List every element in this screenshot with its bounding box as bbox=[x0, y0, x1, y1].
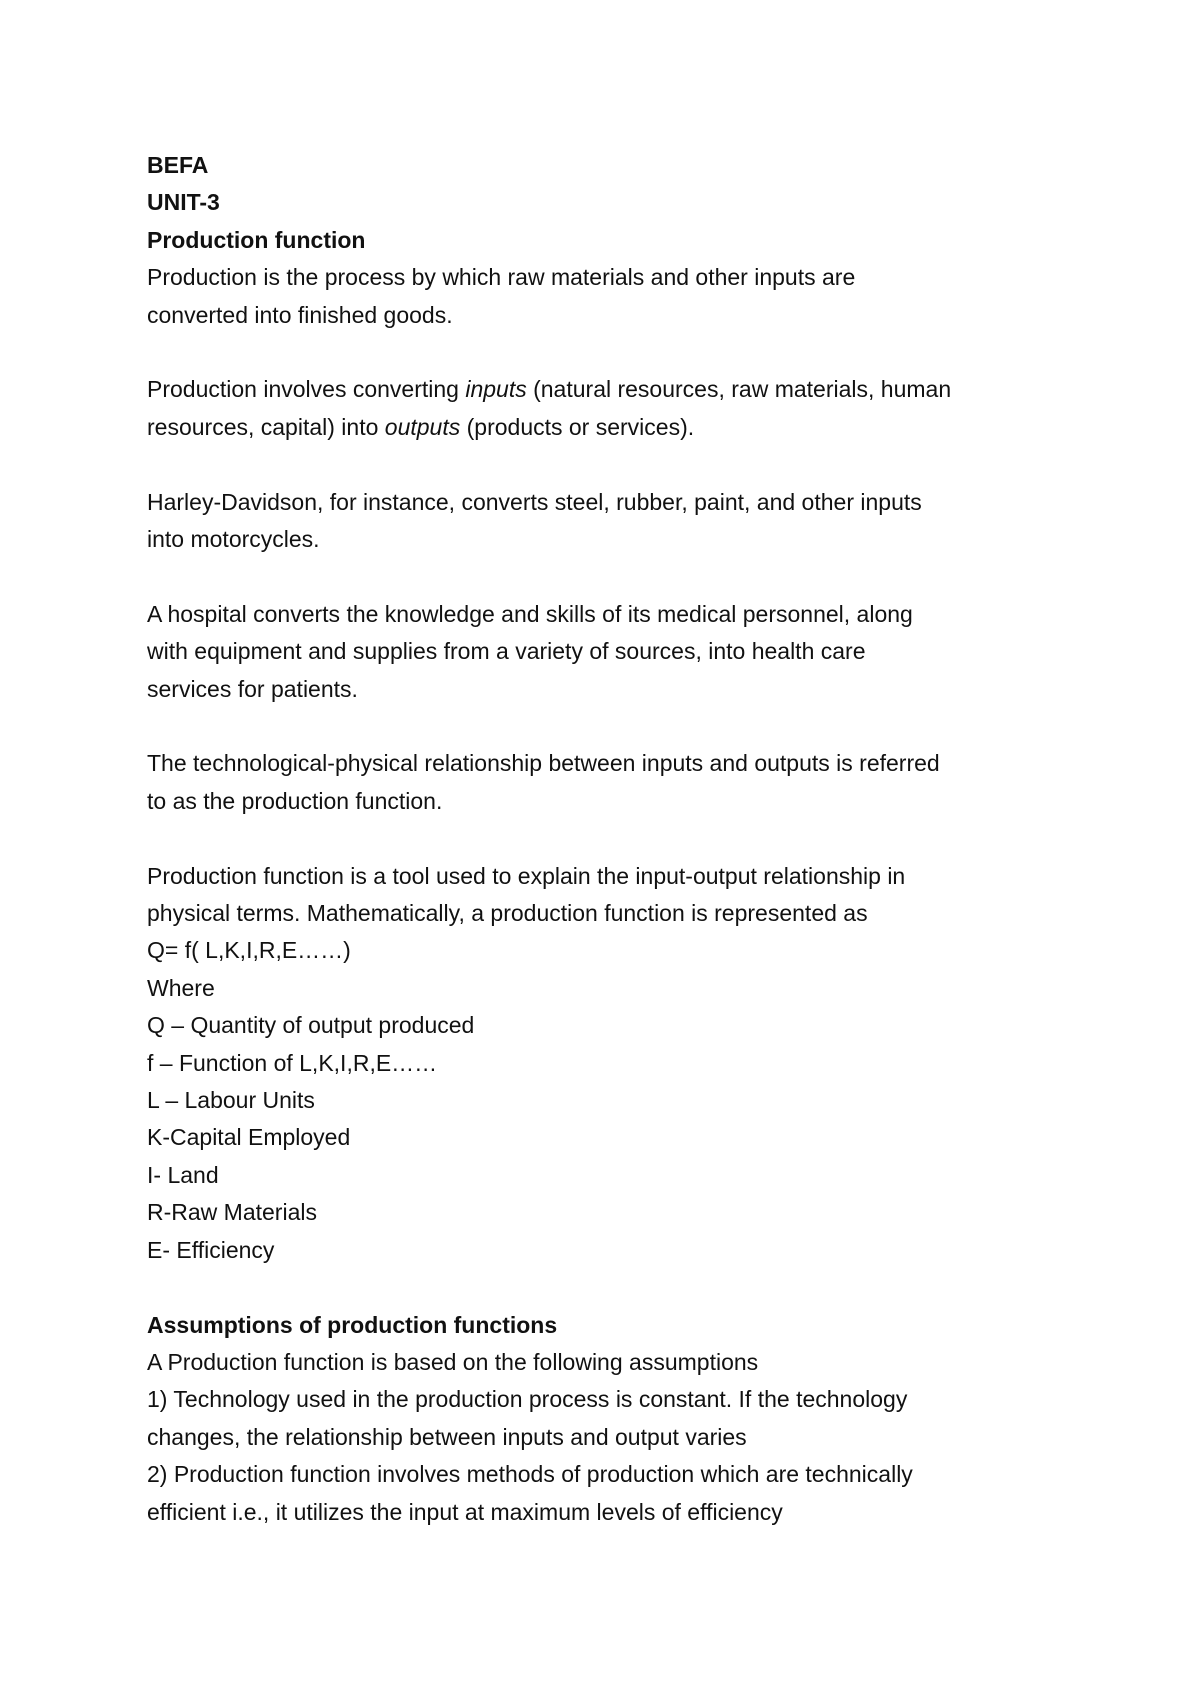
involves-text-2b: (products or services). bbox=[460, 413, 695, 440]
involves-text-1b: (natural resources, raw materials, human bbox=[526, 376, 952, 403]
hospital-line-1: A hospital converts the knowledge and skills of its medical personnel, along bbox=[147, 600, 913, 627]
assumption-1-line-2: changes, the relationship between inputs and output varies bbox=[147, 1423, 747, 1450]
document-page bbox=[147, 147, 1077, 1531]
outputs-term: outputs bbox=[384, 413, 461, 440]
paragraph-gap bbox=[147, 334, 1077, 371]
assumptions-title: Assumptions of production functions bbox=[147, 1311, 558, 1338]
variable-item: K-Capital Employed bbox=[147, 1124, 351, 1151]
variable-item: E- Efficiency bbox=[147, 1236, 275, 1263]
involves-text-1a: Production involves converting bbox=[147, 376, 466, 403]
involves-line-1 bbox=[147, 371, 1077, 408]
paragraph-gap bbox=[147, 708, 1077, 745]
variable-item: L – Labour Units bbox=[147, 1087, 315, 1114]
where-label: Where bbox=[147, 974, 215, 1001]
section-title: Production function bbox=[147, 226, 366, 253]
tool-line-1: Production function is a tool used to explain the input-output relationship in bbox=[147, 862, 906, 889]
involves-line-2 bbox=[147, 409, 1077, 446]
variable-item: R-Raw Materials bbox=[147, 1199, 317, 1226]
hospital-line-2: with equipment and supplies from a variety of sources, into health care bbox=[147, 638, 866, 665]
assumption-1-line-1: 1) Technology used in the production process is constant. If the technology bbox=[147, 1386, 908, 1413]
paragraph-gap bbox=[147, 1269, 1077, 1306]
inputs-term: inputs bbox=[465, 376, 527, 403]
variable-item: f – Function of L,K,I,R,E…… bbox=[147, 1049, 438, 1076]
production-formula: Q= f( L,K,I,R,E……) bbox=[147, 937, 351, 964]
assumption-2-line-1: 2) Production function involves methods of production which are technically bbox=[147, 1461, 913, 1488]
paragraph-gap bbox=[147, 820, 1077, 857]
involves-text-2a: resources, capital) into bbox=[147, 413, 385, 440]
harley-line-2: into motorcycles. bbox=[147, 526, 320, 553]
tech-line-1: The technological-physical relationship between inputs and outputs is referred bbox=[147, 750, 940, 777]
tool-line-2: physical terms. Mathematically, a production function is represented as bbox=[147, 900, 868, 927]
hospital-line-3: services for patients. bbox=[147, 675, 358, 702]
paragraph-gap bbox=[147, 446, 1077, 483]
harley-line-1: Harley-Davidson, for instance, converts steel, rubber, paint, and other inputs bbox=[147, 488, 922, 515]
definition-line-1: Production is the process by which raw materials and other inputs are bbox=[147, 264, 856, 291]
variable-item: Q – Quantity of output produced bbox=[147, 1012, 475, 1039]
tech-line-2: to as the production function. bbox=[147, 787, 443, 814]
definition-line-2: converted into finished goods. bbox=[147, 301, 453, 328]
variable-item: I- Land bbox=[147, 1161, 219, 1188]
paragraph-gap bbox=[147, 558, 1077, 595]
unit-heading: UNIT-3 bbox=[147, 189, 220, 216]
assumption-2-line-2: efficient i.e., it utilizes the input at maximum levels of efficiency bbox=[147, 1498, 783, 1525]
subject-heading: BEFA bbox=[147, 152, 209, 178]
assumptions-lead: A Production function is based on the following assumptions bbox=[147, 1348, 759, 1375]
